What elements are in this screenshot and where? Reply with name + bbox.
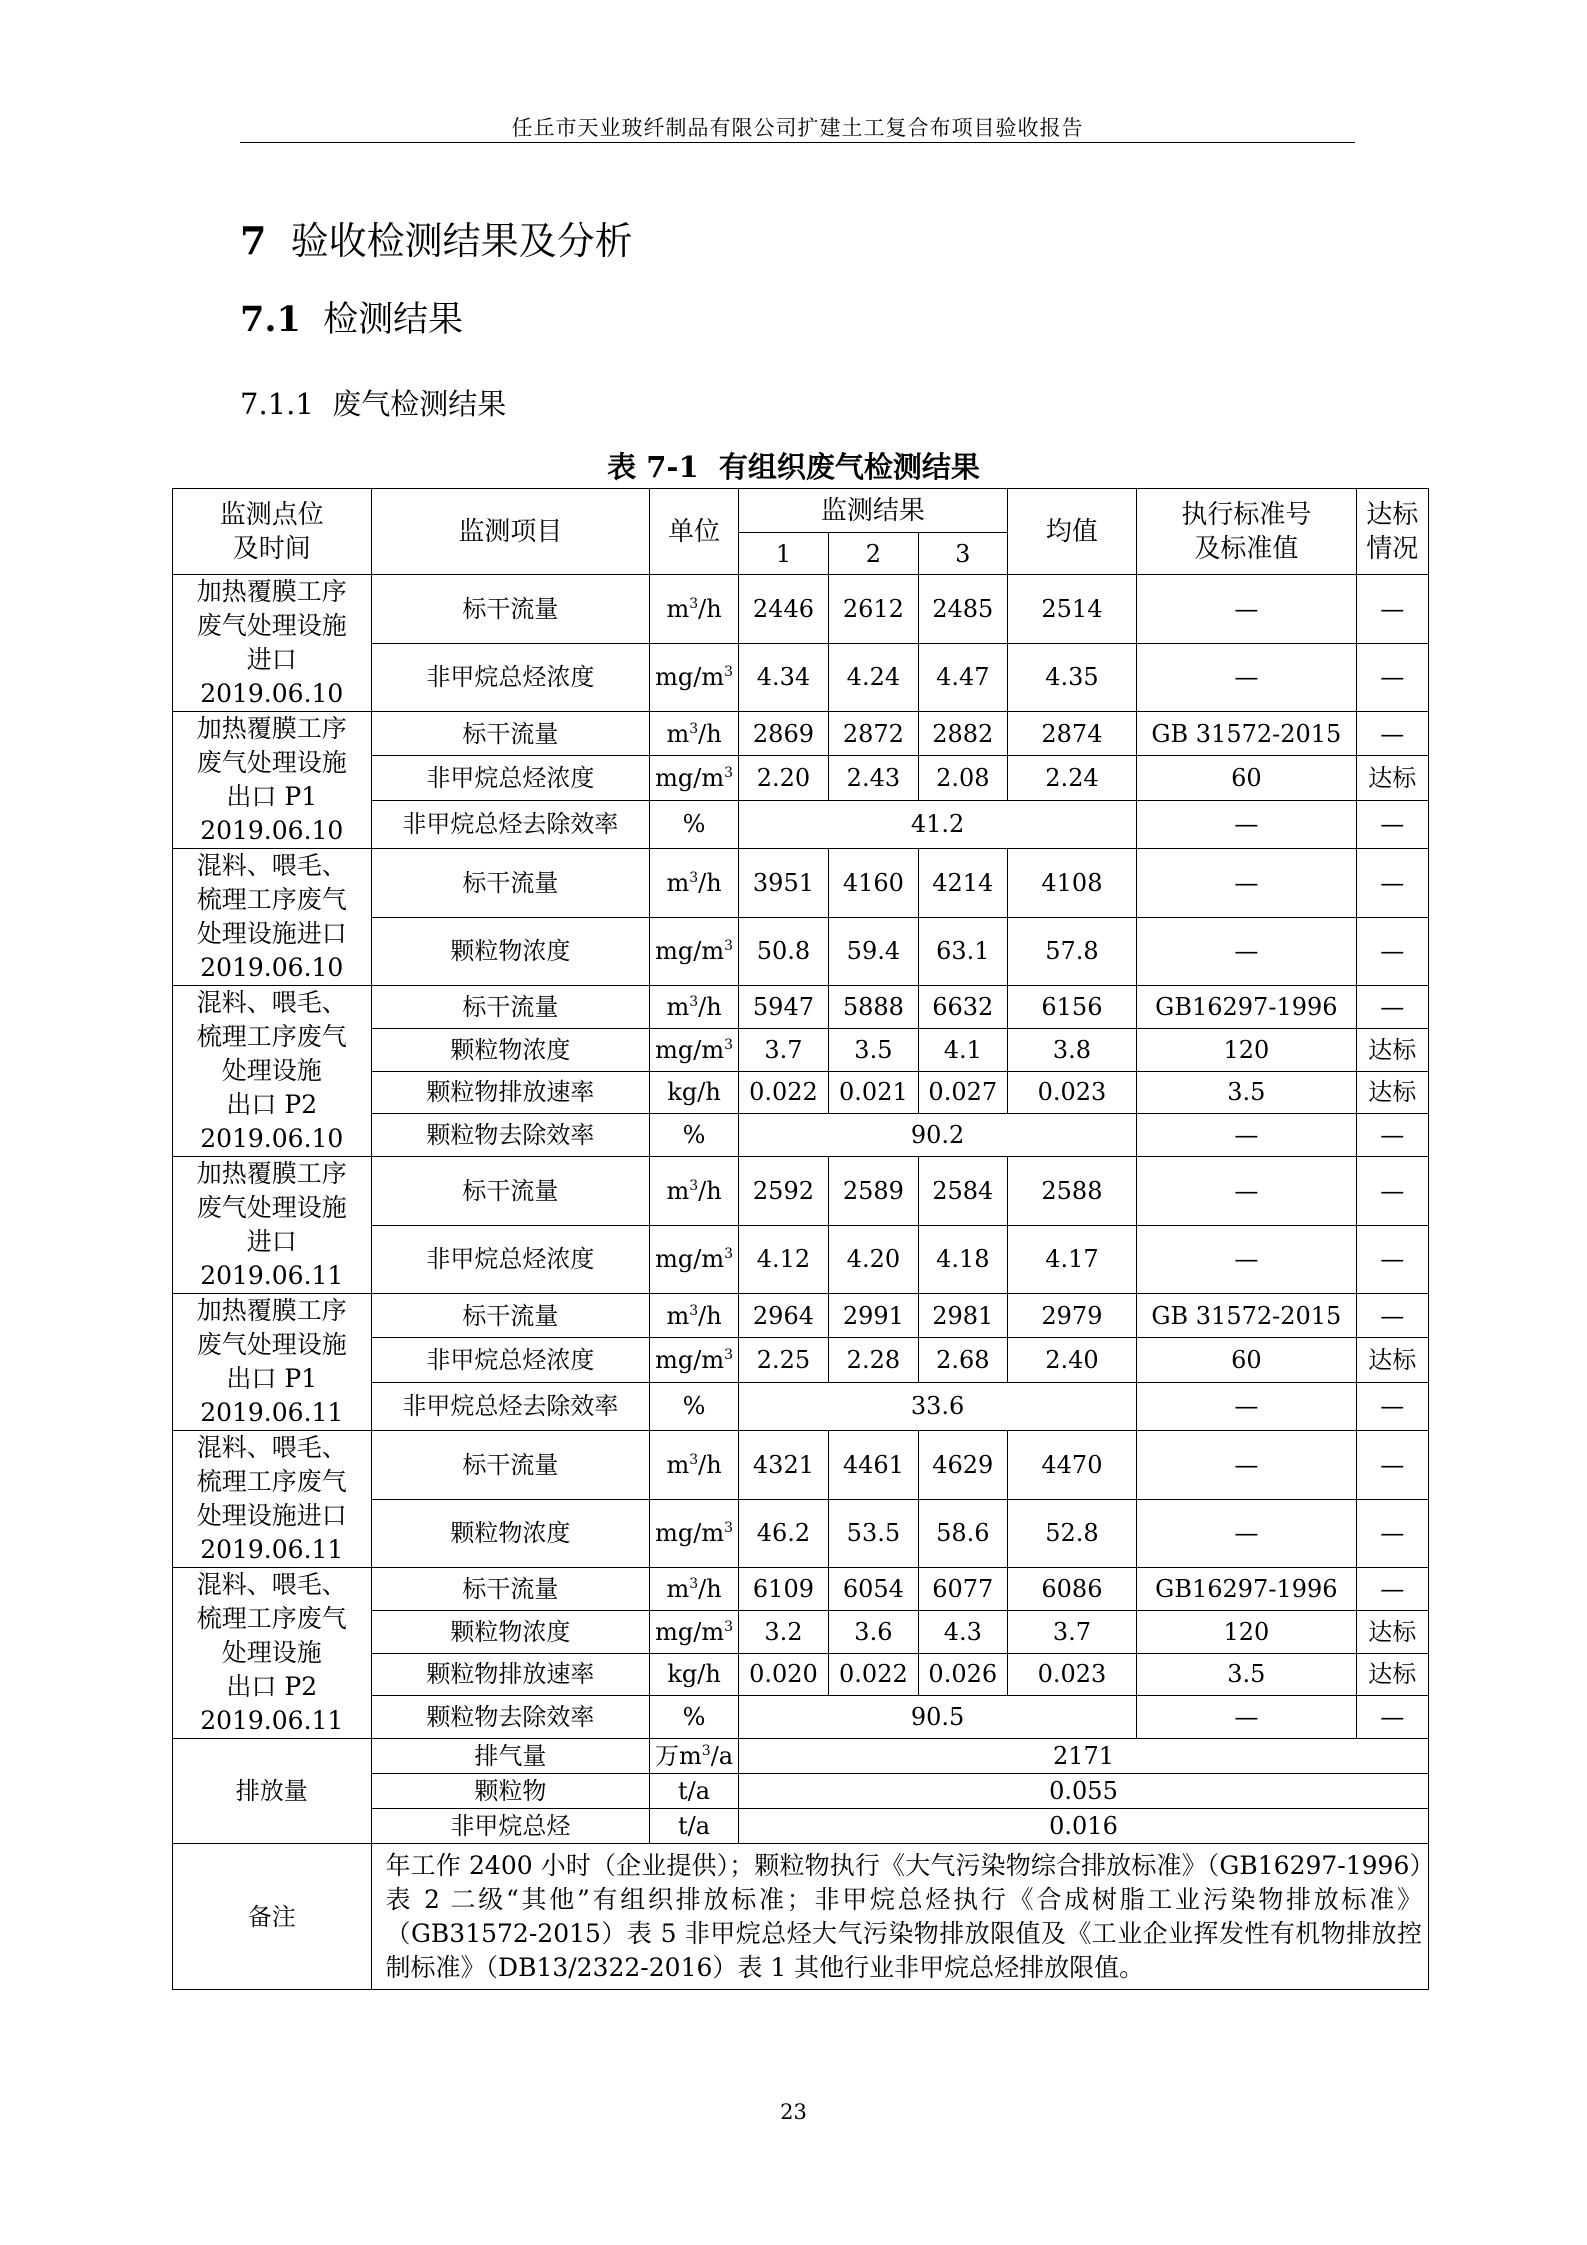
- result-2-cell: 2.43: [828, 756, 918, 800]
- compliance-cell: 达标: [1356, 1653, 1428, 1696]
- subsection-title-text: 废气检测结果: [332, 387, 507, 421]
- result-3-cell: 4.3: [918, 1610, 1007, 1653]
- unit-cell: kg/h: [650, 1653, 739, 1696]
- item-cell: 非甲烷总烃浓度: [371, 643, 650, 712]
- emission-row: [173, 1739, 1429, 1774]
- standard-cell: —: [1137, 849, 1356, 918]
- location-time-cell: 混料、喂毛、 梳理工序废气 处理设施 出口 P2 2019.06.11: [173, 1568, 372, 1739]
- result-2-cell: 2.28: [828, 1338, 918, 1382]
- compliance-cell: —: [1356, 1294, 1428, 1338]
- emission-value-cell: 2171: [738, 1739, 1428, 1774]
- table-caption-title: 有组织废气检测结果: [718, 450, 980, 484]
- header-results: 监测结果: [738, 489, 1007, 533]
- table-row: [173, 1568, 1429, 1611]
- result-1-cell: 2592: [738, 1157, 828, 1226]
- result-1-cell: 4.34: [738, 643, 828, 712]
- standard-cell: —: [1137, 1114, 1356, 1157]
- unit-cell: %: [650, 1382, 739, 1430]
- unit-cell: $m^3/h$: [650, 849, 739, 918]
- table-row: [173, 575, 1429, 644]
- compliance-cell: —: [1356, 1696, 1428, 1739]
- organized-exhaust-table: [172, 488, 1429, 1990]
- note-text-cell: 年工作 2400 小时（企业提供）；颗粒物执行《大气污染物综合排放标准》（GB16297-1996）表 2 二级“其他”有组织排放标准；非甲烷总烃执行《合成树脂工业污染物排放标准》（GB31572-2015）表 5 非甲烷总烃大气污染物排放限值及《工业企业挥发性有机物排放控制标准》（DB13/2322-2016）表 1 其他行业非甲烷总烃排放限值。: [371, 1844, 1428, 1990]
- result-2-cell: 3.6: [828, 1610, 918, 1653]
- compliance-cell: —: [1356, 917, 1428, 986]
- section-number: 7.1: [240, 299, 301, 340]
- location-time-cell: 加热覆膜工序 废气处理设施 进口 2019.06.11: [173, 1157, 372, 1294]
- unit-cell: $mg/m^3$: [650, 1610, 739, 1653]
- chapter-title-text: 验收检测结果及分析: [290, 219, 633, 263]
- result-3-cell: 0.027: [918, 1071, 1007, 1114]
- compliance-cell: —: [1356, 1114, 1428, 1157]
- table-row: [173, 1431, 1429, 1500]
- compliance-cell: —: [1356, 1157, 1428, 1226]
- compliance-cell: —: [1356, 849, 1428, 918]
- compliance-cell: —: [1356, 1431, 1428, 1500]
- compliance-cell: —: [1356, 1382, 1428, 1430]
- average-cell: 6156: [1007, 986, 1136, 1029]
- compliance-cell: —: [1356, 1568, 1428, 1611]
- header-unit: 单位: [650, 489, 739, 575]
- item-cell: 颗粒物浓度: [371, 917, 650, 986]
- average-cell: 57.8: [1007, 917, 1136, 986]
- header-rule: [240, 142, 1355, 143]
- item-cell: 标干流量: [371, 1568, 650, 1611]
- location-time-cell: 混料、喂毛、 梳理工序废气 处理设施 出口 P2 2019.06.10: [173, 986, 372, 1157]
- item-cell: 非甲烷总烃浓度: [371, 1338, 650, 1382]
- compliance-cell: —: [1356, 643, 1428, 712]
- result-2-cell: 2991: [828, 1294, 918, 1338]
- standard-cell: —: [1137, 1225, 1356, 1294]
- result-3-cell: 58.6: [918, 1499, 1007, 1568]
- compliance-cell: —: [1356, 986, 1428, 1029]
- header-row-1: [173, 489, 1429, 533]
- subsection-number: 7.1.1: [240, 387, 314, 421]
- item-cell: 标干流量: [371, 712, 650, 756]
- table-caption-number: 表 7-1: [607, 450, 699, 484]
- compliance-cell: 达标: [1356, 1028, 1428, 1071]
- result-1-cell: 3.2: [738, 1610, 828, 1653]
- merged-result-cell: 33.6: [738, 1382, 1136, 1430]
- standard-cell: GB 31572-2015: [1137, 1294, 1356, 1338]
- result-1-cell: 2.20: [738, 756, 828, 800]
- merged-result-cell: 41.2: [738, 800, 1136, 848]
- table-row: [173, 1294, 1429, 1338]
- unit-cell: kg/h: [650, 1071, 739, 1114]
- standard-cell: —: [1137, 643, 1356, 712]
- item-cell: 标干流量: [371, 1431, 650, 1500]
- compliance-cell: —: [1356, 1225, 1428, 1294]
- standard-cell: 60: [1137, 756, 1356, 800]
- item-cell: 标干流量: [371, 1157, 650, 1226]
- unit-cell: $m^3/h$: [650, 1431, 739, 1500]
- unit-cell: $mg/m^3$: [650, 756, 739, 800]
- standard-cell: GB16297-1996: [1137, 986, 1356, 1029]
- result-2-cell: 4160: [828, 849, 918, 918]
- header-average: 均值: [1007, 489, 1136, 575]
- average-cell: 0.023: [1007, 1071, 1136, 1114]
- result-3-cell: 4.47: [918, 643, 1007, 712]
- average-cell: 2979: [1007, 1294, 1136, 1338]
- average-cell: 2.40: [1007, 1338, 1136, 1382]
- standard-cell: —: [1137, 1499, 1356, 1568]
- item-cell: 非甲烷总烃浓度: [371, 756, 650, 800]
- item-cell: 标干流量: [371, 575, 650, 644]
- section-title: [240, 292, 463, 342]
- chapter-title: [240, 210, 633, 265]
- unit-cell: $m^3/h$: [650, 575, 739, 644]
- average-cell: 3.7: [1007, 1610, 1136, 1653]
- result-3-cell: 2981: [918, 1294, 1007, 1338]
- item-cell: 颗粒物浓度: [371, 1610, 650, 1653]
- result-3-cell: 4629: [918, 1431, 1007, 1500]
- standard-cell: —: [1137, 1696, 1356, 1739]
- item-cell: 标干流量: [371, 986, 650, 1029]
- result-1-cell: 2446: [738, 575, 828, 644]
- standard-cell: —: [1137, 1157, 1356, 1226]
- unit-cell: t/a: [650, 1774, 739, 1809]
- average-cell: 4.35: [1007, 643, 1136, 712]
- compliance-cell: 达标: [1356, 1071, 1428, 1114]
- compliance-cell: —: [1356, 1499, 1428, 1568]
- standard-cell: 120: [1137, 1610, 1356, 1653]
- header-standard: 执行标准号 及标准值: [1137, 489, 1356, 575]
- location-time-cell: 混料、喂毛、 梳理工序废气 处理设施进口 2019.06.11: [173, 1431, 372, 1568]
- item-cell: 颗粒物排放速率: [371, 1653, 650, 1696]
- emission-value-cell: 0.016: [738, 1809, 1428, 1844]
- compliance-cell: —: [1356, 712, 1428, 756]
- table-row: [173, 849, 1429, 918]
- average-cell: 4.17: [1007, 1225, 1136, 1294]
- header-result-1: 1: [738, 533, 828, 575]
- header-location-time: 监测点位 及时间: [173, 489, 372, 575]
- compliance-cell: 达标: [1356, 756, 1428, 800]
- location-time-cell: 加热覆膜工序 废气处理设施 进口 2019.06.10: [173, 575, 372, 712]
- unit-cell: $m^3/h$: [650, 1157, 739, 1226]
- result-1-cell: 2.25: [738, 1338, 828, 1382]
- item-cell: 颗粒物: [371, 1774, 650, 1809]
- chapter-number: 7: [240, 218, 267, 263]
- result-3-cell: 2584: [918, 1157, 1007, 1226]
- page-number: 23: [780, 2100, 807, 2124]
- result-3-cell: 4214: [918, 849, 1007, 918]
- result-2-cell: 2612: [828, 575, 918, 644]
- note-row: [173, 1844, 1429, 1990]
- average-cell: 3.8: [1007, 1028, 1136, 1071]
- item-cell: 颗粒物浓度: [371, 1028, 650, 1071]
- standard-cell: GB 31572-2015: [1137, 712, 1356, 756]
- unit-cell: $m^3/h$: [650, 712, 739, 756]
- emission-value-cell: 0.055: [738, 1774, 1428, 1809]
- result-3-cell: 63.1: [918, 917, 1007, 986]
- standard-cell: 120: [1137, 1028, 1356, 1071]
- unit-cell: $mg/m^3$: [650, 917, 739, 986]
- result-1-cell: 46.2: [738, 1499, 828, 1568]
- compliance-cell: —: [1356, 800, 1428, 848]
- average-cell: 52.8: [1007, 1499, 1136, 1568]
- result-2-cell: 4461: [828, 1431, 918, 1500]
- location-time-cell: 加热覆膜工序 废气处理设施 出口 P1 2019.06.10: [173, 712, 372, 849]
- result-2-cell: 5888: [828, 986, 918, 1029]
- standard-cell: —: [1137, 575, 1356, 644]
- unit-cell: %: [650, 1114, 739, 1157]
- result-3-cell: 2485: [918, 575, 1007, 644]
- running-header: 任丘市天业玻纤制品有限公司扩建土工复合布项目验收报告: [511, 116, 1084, 140]
- subsection-title: [240, 382, 506, 423]
- average-cell: 0.023: [1007, 1653, 1136, 1696]
- unit-cell: $mg/m^3$: [650, 1028, 739, 1071]
- unit-cell: 万$m^3/a$: [650, 1739, 739, 1774]
- unit-cell: t/a: [650, 1809, 739, 1844]
- result-2-cell: 2872: [828, 712, 918, 756]
- table-row: [173, 712, 1429, 756]
- item-cell: 非甲烷总烃: [371, 1809, 650, 1844]
- average-cell: 2874: [1007, 712, 1136, 756]
- location-time-cell: 混料、喂毛、 梳理工序废气 处理设施进口 2019.06.10: [173, 849, 372, 986]
- note-label-cell: 备注: [173, 1844, 372, 1990]
- unit-cell: $m^3/h$: [650, 1294, 739, 1338]
- item-cell: 颗粒物浓度: [371, 1499, 650, 1568]
- item-cell: 排气量: [371, 1739, 650, 1774]
- standard-cell: GB16297-1996: [1137, 1568, 1356, 1611]
- average-cell: 2588: [1007, 1157, 1136, 1226]
- result-2-cell: 0.021: [828, 1071, 918, 1114]
- result-3-cell: 2.08: [918, 756, 1007, 800]
- average-cell: 2.24: [1007, 756, 1136, 800]
- result-2-cell: 59.4: [828, 917, 918, 986]
- unit-cell: $mg/m^3$: [650, 1499, 739, 1568]
- location-time-cell: 加热覆膜工序 废气处理设施 出口 P1 2019.06.11: [173, 1294, 372, 1431]
- result-1-cell: 0.020: [738, 1653, 828, 1696]
- table-row: [173, 986, 1429, 1029]
- result-2-cell: 3.5: [828, 1028, 918, 1071]
- unit-cell: %: [650, 1696, 739, 1739]
- item-cell: 颗粒物去除效率: [371, 1696, 650, 1739]
- standard-cell: 3.5: [1137, 1071, 1356, 1114]
- emissions-label-cell: 排放量: [173, 1739, 372, 1844]
- table-row: [173, 1157, 1429, 1226]
- result-1-cell: 6109: [738, 1568, 828, 1611]
- result-3-cell: 4.1: [918, 1028, 1007, 1071]
- item-cell: 标干流量: [371, 849, 650, 918]
- standard-cell: —: [1137, 1431, 1356, 1500]
- standard-cell: 3.5: [1137, 1653, 1356, 1696]
- compliance-cell: —: [1356, 575, 1428, 644]
- header-result-3: 3: [918, 533, 1007, 575]
- standard-cell: —: [1137, 800, 1356, 848]
- result-3-cell: 4.18: [918, 1225, 1007, 1294]
- unit-cell: $m^3/h$: [650, 986, 739, 1029]
- result-2-cell: 4.24: [828, 643, 918, 712]
- header-compliance: 达标 情况: [1356, 489, 1428, 575]
- unit-cell: $mg/m^3$: [650, 1338, 739, 1382]
- result-3-cell: 2882: [918, 712, 1007, 756]
- average-cell: 2514: [1007, 575, 1136, 644]
- standard-cell: 60: [1137, 1338, 1356, 1382]
- standard-cell: —: [1137, 917, 1356, 986]
- result-1-cell: 2869: [738, 712, 828, 756]
- item-cell: 标干流量: [371, 1294, 650, 1338]
- item-cell: 颗粒物排放速率: [371, 1071, 650, 1114]
- item-cell: 非甲烷总烃去除效率: [371, 1382, 650, 1430]
- result-1-cell: 50.8: [738, 917, 828, 986]
- result-3-cell: 6632: [918, 986, 1007, 1029]
- header-result-2: 2: [828, 533, 918, 575]
- average-cell: 4470: [1007, 1431, 1136, 1500]
- table-caption: [0, 445, 1587, 486]
- result-2-cell: 2589: [828, 1157, 918, 1226]
- compliance-cell: 达标: [1356, 1338, 1428, 1382]
- result-2-cell: 6054: [828, 1568, 918, 1611]
- result-3-cell: 6077: [918, 1568, 1007, 1611]
- standard-cell: —: [1137, 1382, 1356, 1430]
- item-cell: 非甲烷总烃去除效率: [371, 800, 650, 848]
- result-1-cell: 4321: [738, 1431, 828, 1500]
- result-1-cell: 0.022: [738, 1071, 828, 1114]
- result-1-cell: 3951: [738, 849, 828, 918]
- result-3-cell: 0.026: [918, 1653, 1007, 1696]
- unit-cell: $mg/m^3$: [650, 643, 739, 712]
- compliance-cell: 达标: [1356, 1610, 1428, 1653]
- result-2-cell: 0.022: [828, 1653, 918, 1696]
- merged-result-cell: 90.2: [738, 1114, 1136, 1157]
- unit-cell: $mg/m^3$: [650, 1225, 739, 1294]
- result-2-cell: 53.5: [828, 1499, 918, 1568]
- section-title-text: 检测结果: [323, 300, 464, 340]
- average-cell: 4108: [1007, 849, 1136, 918]
- header-item: 监测项目: [371, 489, 650, 575]
- merged-result-cell: 90.5: [738, 1696, 1136, 1739]
- average-cell: 6086: [1007, 1568, 1136, 1611]
- result-1-cell: 2964: [738, 1294, 828, 1338]
- result-3-cell: 2.68: [918, 1338, 1007, 1382]
- unit-cell: $m^3/h$: [650, 1568, 739, 1611]
- item-cell: 颗粒物去除效率: [371, 1114, 650, 1157]
- unit-cell: %: [650, 800, 739, 848]
- result-1-cell: 4.12: [738, 1225, 828, 1294]
- result-1-cell: 5947: [738, 986, 828, 1029]
- result-2-cell: 4.20: [828, 1225, 918, 1294]
- result-1-cell: 3.7: [738, 1028, 828, 1071]
- item-cell: 非甲烷总烃浓度: [371, 1225, 650, 1294]
